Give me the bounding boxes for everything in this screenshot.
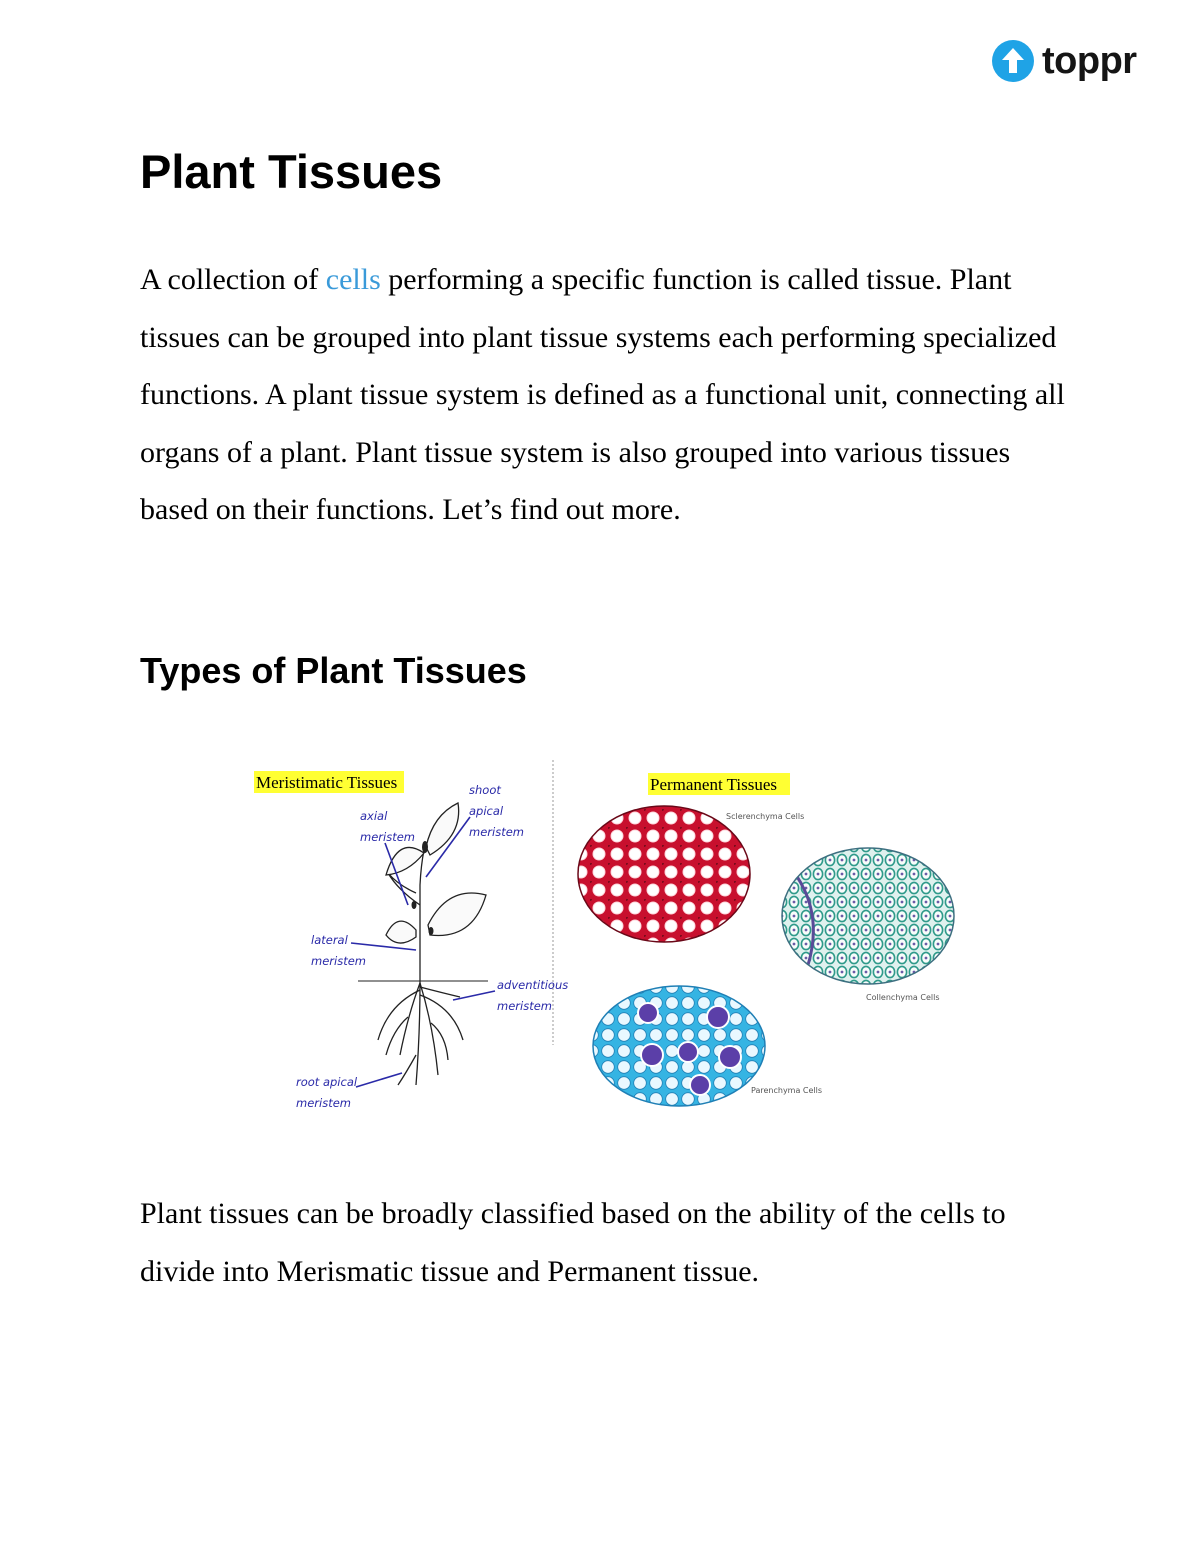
adventitious-meristem-label: adventitious meristem	[497, 978, 569, 1013]
intro-text-start: A collection of	[140, 263, 326, 296]
shoot-apical-label: shoot apical meristem	[469, 783, 524, 839]
lateral-meristem-label: lateral meristem	[311, 933, 366, 968]
permanent-heading: Permanent Tissues	[650, 775, 778, 794]
section-heading: Types of Plant Tissues	[140, 650, 527, 691]
brand-name: toppr	[1042, 39, 1137, 82]
axial-meristem-label: axial meristem	[360, 809, 415, 844]
tissue-diagram	[248, 755, 968, 1120]
page-title: Plant Tissues	[140, 145, 443, 198]
axial-bud-2	[429, 927, 434, 935]
plant-tissue-figure	[248, 755, 968, 1120]
cells-link[interactable]: cells	[325, 263, 381, 296]
toppr-logo	[992, 38, 1137, 84]
meristematic-heading: Meristimatic Tissues	[256, 773, 398, 792]
collenchyma-caption: Collenchyma Cells	[866, 993, 940, 1002]
axial-bud	[412, 901, 417, 909]
conclusion-paragraph: Plant tissues can be broadly classified based on the ability of the cells to divide into Merismatic tissue and Permanent tissue.	[140, 1197, 1006, 1288]
apical-bud	[422, 841, 428, 853]
sclerenchyma-caption: Sclerenchyma Cells	[726, 812, 805, 821]
parenchyma-caption: Parenchyma Cells	[751, 1086, 823, 1095]
root-apical-meristem-label: root apical meristem	[296, 1075, 358, 1110]
up-arrow-circle-icon	[992, 40, 1034, 82]
intro-text-end: performing a specific function is called tissue. Plant tissues can be grouped into plant tissue systems each performing specialized functions. A plant tissue system is defined as a functional unit, connecting all organs of a plant. Plant tissue system is also grouped into various tissues based on their functions. Let’s find out more.	[140, 263, 1065, 526]
parenchyma-cells-image	[588, 980, 773, 1110]
intro-paragraph	[140, 251, 1070, 539]
collenchyma-cells-image	[778, 845, 958, 990]
